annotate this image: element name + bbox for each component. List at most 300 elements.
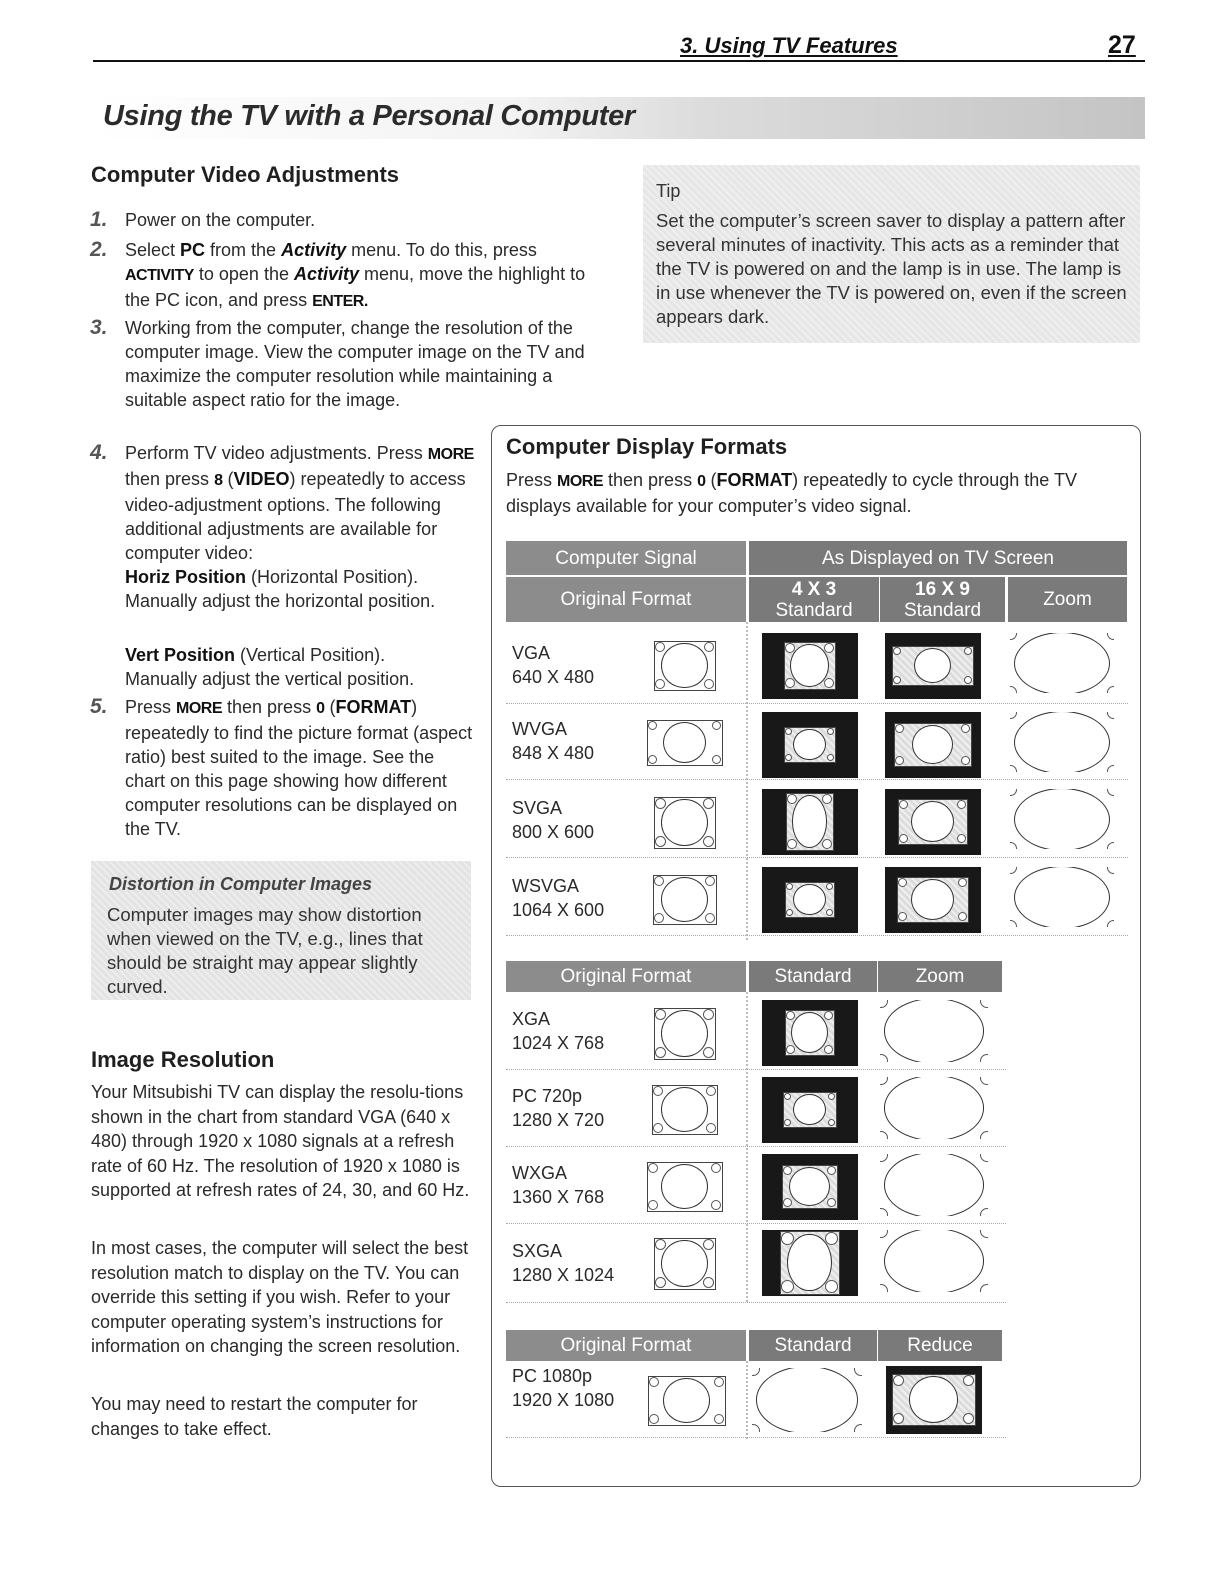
zero-key: 0 (697, 473, 706, 490)
horiz-position-paren: (Horizontal Position). (246, 567, 419, 587)
center-oval (661, 799, 707, 846)
column-divider (746, 1361, 748, 1439)
more-key: MORE (557, 473, 604, 490)
corner-circle (822, 839, 832, 849)
format-row-label (512, 796, 594, 844)
source-format-icon (647, 1162, 723, 1212)
corner-circle (703, 1239, 714, 1250)
col-4x3-ratio: 4 X 3 (791, 578, 837, 600)
corner-circle (980, 1054, 988, 1062)
center-oval (661, 877, 708, 922)
column-divider (746, 622, 748, 940)
activity-label: Activity (293, 264, 360, 284)
corner-circle (714, 1414, 724, 1424)
corner-circle (784, 1093, 791, 1100)
row-divider (506, 1069, 1006, 1070)
source-format-icon (653, 875, 717, 925)
center-oval (793, 884, 826, 915)
corner-circle (786, 909, 793, 916)
format-resolution: 1280 X 720 (512, 1110, 605, 1130)
corner-circle (822, 794, 832, 804)
zoom-display-icon (1010, 789, 1114, 849)
banner-title: Using the TV with a Personal Computer (103, 100, 635, 132)
source-format-icon (654, 1238, 716, 1290)
corner-circle (963, 1413, 974, 1424)
enter-key: ENTER. (312, 293, 368, 310)
horiz-position-label: Horiz Position (125, 567, 246, 587)
corner-circle (958, 912, 967, 921)
format-resolution: 1064 X 600 (512, 900, 605, 920)
corner-circle (828, 1093, 835, 1100)
corner-circle (825, 1280, 838, 1293)
corner-circle (706, 1086, 716, 1096)
center-oval (661, 1164, 708, 1209)
corner-circle (1107, 765, 1114, 772)
corner-circle (704, 679, 714, 689)
tv-display-icon (762, 1230, 858, 1296)
corner-circle (828, 1119, 835, 1126)
col-4x3-header (749, 577, 879, 622)
intro-text: ) repeatedly to cycle through the TV displays available for your computer’s video signal. (506, 470, 1077, 516)
tv-display-icon (885, 712, 981, 778)
step-5 (90, 695, 473, 841)
corner-circle (783, 1198, 792, 1207)
center-oval (1014, 712, 1110, 772)
corner-circle (1010, 633, 1017, 640)
center-oval (661, 1240, 707, 1287)
tv-display-icon (885, 867, 981, 933)
center-oval (884, 1230, 983, 1292)
format-resolution: 1024 X 768 (512, 1033, 605, 1053)
corner-circle (655, 679, 665, 689)
more-key: MORE (176, 700, 223, 717)
zoom-display-icon (880, 1230, 988, 1292)
corner-circle (1107, 789, 1114, 796)
picture-area (780, 1231, 840, 1295)
corner-circle (786, 1011, 795, 1020)
vert-position-label: Vert Position (125, 645, 236, 665)
more-key: MORE (427, 446, 474, 463)
zoom-display-icon (880, 1154, 988, 1216)
source-format-icon (654, 1008, 716, 1060)
row-divider (506, 779, 1128, 780)
corner-circle (893, 647, 901, 655)
corner-circle (824, 643, 834, 653)
step-text: Perform TV video adjustments. Press (125, 443, 428, 463)
corner-circle (827, 1198, 836, 1207)
corner-circle (787, 794, 797, 804)
zoom-display-icon (752, 1368, 862, 1432)
formats-heading: Computer Display Formats (506, 434, 788, 459)
corner-circle (880, 1154, 888, 1162)
corner-circle (655, 1047, 666, 1058)
standard-header: Standard (749, 961, 877, 992)
step-text: ) repeatedly to find the picture format (aspect ratio) best suited to the image. See the chart on this page showing how different computer resolutions can be displayed on the TV. (125, 697, 473, 839)
corner-circle (980, 1154, 988, 1162)
tip-text: Set the computer’s screen saver to display a pattern after several minutes of inactivity. This acts as a reminder that the TV is powered on and the lamp is in use. The lamp is in use whenever the TV is powered on, even if the screen appears dark. (656, 210, 1127, 327)
intro-text: Press (506, 470, 558, 490)
corner-circle (880, 1000, 888, 1008)
corner-circle (1107, 867, 1114, 874)
corner-circle (705, 876, 715, 886)
corner-circle (1010, 686, 1017, 693)
zoom-display-icon (1010, 712, 1114, 772)
intro-text: ( (705, 470, 717, 490)
corner-circle (980, 1284, 988, 1292)
step-number: 2. (90, 238, 108, 261)
step-1 (90, 208, 595, 232)
corner-circle (980, 1208, 988, 1216)
corner-circle (712, 755, 721, 764)
original-format-header: Original Format (506, 1330, 746, 1361)
tv-display-icon (762, 633, 858, 699)
center-oval (1014, 867, 1110, 927)
format-row-label (512, 1007, 604, 1055)
row-divider (506, 703, 1128, 704)
source-format-icon (647, 720, 723, 766)
format-row-label (512, 641, 594, 689)
corner-circle (712, 721, 721, 730)
as-displayed-header: As Displayed on TV Screen (749, 541, 1127, 575)
zoom-display-icon (1010, 867, 1114, 927)
corner-circle (648, 721, 657, 730)
center-oval (884, 1000, 983, 1062)
corner-circle (893, 1413, 904, 1424)
row-divider (506, 1437, 1006, 1438)
step-number: 4. (90, 441, 108, 464)
step-text: ( (222, 469, 234, 489)
format-label: FORMAT (335, 697, 412, 717)
center-oval (787, 1234, 831, 1292)
tv-display-icon (762, 1154, 858, 1220)
step-text: menu. To do this, press (346, 240, 537, 260)
format-resolution: 1920 X 1080 (512, 1390, 615, 1410)
corner-circle (784, 1119, 791, 1126)
picture-area (784, 727, 836, 763)
center-oval (661, 1087, 708, 1132)
picture-area (785, 1010, 835, 1056)
source-format-icon (654, 797, 716, 849)
original-format-header: Original Format (506, 577, 746, 622)
corner-circle (783, 1166, 792, 1175)
resolution-para-1: Your Mitsubishi TV can display the resolu-tions shown in the chart from standard VGA (640 x 480) through 1920 x 1080 signals at a refresh rate of 60 Hz. The resolution of 1920 x 1080 is supported at refresh rates of 24, 30, and 60 Hz. (91, 1082, 470, 1200)
corner-circle (957, 834, 966, 843)
corner-circle (1107, 920, 1114, 927)
row-divider (506, 857, 1128, 858)
format-resolution: 1280 X 1024 (512, 1265, 615, 1285)
corner-circle (854, 1424, 862, 1432)
picture-area (898, 799, 968, 845)
picture-area (894, 723, 972, 767)
format-name: VGA (512, 643, 551, 663)
computer-signal-header: Computer Signal (506, 541, 746, 575)
center-oval (912, 725, 953, 764)
corner-circle (961, 724, 970, 733)
picture-area (784, 642, 836, 690)
corner-circle (703, 1277, 714, 1288)
corner-circle (980, 1131, 988, 1139)
center-oval (884, 1077, 983, 1139)
row-divider (506, 935, 1128, 936)
corner-circle (655, 836, 666, 847)
format-label: FORMAT (716, 470, 793, 490)
picture-area (897, 877, 969, 923)
step-text: then press (222, 697, 317, 717)
corner-circle (703, 1009, 714, 1020)
corner-circle (648, 755, 657, 764)
center-oval (911, 879, 954, 920)
corner-circle (893, 676, 901, 684)
center-oval (663, 1378, 710, 1423)
vert-position-text: Manually adjust the vertical position. (125, 669, 415, 689)
corner-circle (1010, 867, 1017, 874)
step-text: Power on the computer. (125, 210, 316, 230)
center-oval (789, 1167, 830, 1206)
tv-display-icon (762, 867, 858, 933)
center-oval (884, 1154, 983, 1216)
column-divider (746, 992, 748, 1302)
corner-circle (963, 1375, 974, 1386)
corner-circle (655, 642, 665, 652)
step-4 (90, 441, 475, 565)
row-divider (506, 1302, 1006, 1303)
center-oval (661, 643, 707, 688)
corner-circle (898, 912, 907, 921)
video-label: VIDEO (233, 469, 290, 489)
corner-circle (703, 836, 714, 847)
format-resolution: 1360 X 768 (512, 1187, 605, 1207)
corner-circle (827, 754, 834, 761)
vert-position-paren: (Vertical Position). (235, 645, 386, 665)
horiz-position-item (125, 565, 470, 613)
eight-key: 8 (214, 472, 223, 489)
corner-circle (711, 1163, 721, 1173)
corner-circle (655, 1277, 666, 1288)
corner-circle (1107, 712, 1114, 719)
corner-circle (703, 798, 714, 809)
corner-circle (703, 1047, 714, 1058)
corner-circle (785, 678, 795, 688)
center-oval (790, 644, 828, 687)
corner-circle (827, 728, 834, 735)
corner-circle (958, 878, 967, 887)
tip-title: Tip (656, 181, 681, 201)
picture-area (892, 1374, 976, 1426)
activity-key: ACTIVITY (125, 267, 194, 284)
corner-circle (705, 913, 715, 923)
corner-circle (824, 678, 834, 688)
zoom-display-icon (880, 1077, 988, 1139)
corner-circle (895, 756, 904, 765)
step-text: menu, move the highlight to the PC icon, and press (125, 264, 586, 310)
original-format-header: Original Format (506, 961, 746, 992)
format-resolution: 640 X 480 (512, 667, 595, 687)
tv-display-icon (762, 1077, 858, 1143)
center-oval (792, 795, 827, 847)
source-format-icon (648, 1376, 726, 1426)
tv-display-icon (762, 712, 858, 778)
corner-circle (654, 876, 664, 886)
corner-circle (1107, 686, 1114, 693)
distortion-text: Computer images may show distortion when viewed on the TV, e.g., lines that should be straight may appear slightly curved. (107, 904, 423, 997)
center-oval (663, 722, 706, 763)
format-row-label (512, 874, 604, 922)
picture-area (783, 1092, 837, 1128)
picture-area (892, 646, 974, 686)
step-text: from the (205, 240, 282, 260)
resolution-heading: Image Resolution (91, 1047, 275, 1072)
source-format-icon (654, 641, 716, 691)
step-2 (90, 238, 595, 314)
corner-circle (785, 754, 792, 761)
row-divider (506, 1146, 1006, 1147)
corner-circle (1010, 712, 1017, 719)
corner-circle (752, 1424, 760, 1432)
corner-circle (706, 1123, 716, 1133)
corner-circle (649, 1414, 659, 1424)
format-name: SVGA (512, 798, 563, 818)
corner-circle (899, 800, 908, 809)
resolution-para-2: In most cases, the computer will select the best resolution match to display on the TV. You can override this setting if you wish. Refer to your computer operating system’s instructions for information on changing the screen resolution. (91, 1238, 469, 1356)
corner-circle (854, 1368, 862, 1376)
picture-area (782, 1165, 838, 1209)
format-row-label (512, 1239, 614, 1287)
tv-display-icon (762, 1000, 858, 1066)
resolution-para-3: You may need to restart the computer for changes to take effect. (91, 1394, 418, 1439)
corner-circle (824, 1045, 833, 1054)
col-4x3-standard: Standard (775, 599, 853, 621)
pc-label: PC (180, 240, 206, 260)
picture-area (785, 882, 835, 918)
corner-circle (980, 1000, 988, 1008)
step-text: Press (125, 697, 177, 717)
format-resolution: 848 X 480 (512, 743, 595, 763)
corner-circle (895, 724, 904, 733)
format-name: PC 1080p (512, 1366, 593, 1386)
step-number: 5. (90, 695, 108, 718)
format-name: PC 720p (512, 1086, 583, 1106)
corner-circle (1010, 920, 1017, 927)
corner-circle (827, 1166, 836, 1175)
distortion-title: Distortion in Computer Images (109, 874, 373, 894)
format-name: XGA (512, 1009, 551, 1029)
corner-circle (653, 1086, 663, 1096)
corner-circle (961, 756, 970, 765)
corner-circle (880, 1230, 888, 1238)
corner-circle (787, 839, 797, 849)
corner-circle (825, 1232, 838, 1245)
section-title: 3. Using TV Features (680, 33, 898, 58)
format-resolution: 800 X 600 (512, 822, 595, 842)
zero-key: 0 (316, 700, 325, 717)
col-16x9-standard: Standard (903, 599, 982, 621)
corner-circle (899, 834, 908, 843)
center-oval (1014, 789, 1110, 849)
format-row-label (512, 1084, 604, 1132)
step-3 (90, 316, 585, 412)
corner-circle (786, 1045, 795, 1054)
corner-circle (655, 1239, 666, 1250)
horiz-position-text: Manually adjust the horizontal position. (125, 591, 436, 611)
reduce-header: Reduce (878, 1330, 1002, 1361)
page-number: 27 (1108, 31, 1136, 59)
col-16x9-ratio: 16 X 9 (915, 578, 970, 600)
corner-circle (826, 909, 833, 916)
step-text: Select (125, 240, 181, 260)
corner-circle (880, 1284, 888, 1292)
format-name: WXGA (512, 1163, 568, 1183)
corner-circle (786, 883, 793, 890)
vert-position-item (125, 643, 470, 691)
tv-display-icon (886, 1366, 982, 1434)
corner-circle (1010, 842, 1017, 849)
tv-display-icon (885, 633, 981, 699)
step-number: 1. (90, 208, 108, 231)
step-number: 3. (90, 316, 108, 339)
center-oval (793, 1094, 826, 1125)
corner-circle (711, 1200, 721, 1210)
corner-circle (893, 1375, 904, 1386)
corner-circle (649, 1377, 659, 1387)
format-row-label (512, 717, 594, 765)
center-oval (1014, 633, 1110, 693)
step-text: ) repeatedly to access video-adjustment options. The following additional adjustments are available for computer video: (125, 469, 466, 563)
corner-circle (1107, 633, 1114, 640)
center-oval (909, 1376, 958, 1423)
corner-circle (898, 878, 907, 887)
step-text: ( (324, 697, 336, 717)
center-oval (911, 801, 954, 842)
col-zoom-header: Zoom (1008, 577, 1127, 622)
corner-circle (826, 883, 833, 890)
corner-circle (1107, 842, 1114, 849)
corner-circle (704, 642, 714, 652)
zoom-display-icon (1010, 633, 1114, 693)
format-name: WSVGA (512, 876, 580, 896)
corner-circle (648, 1200, 658, 1210)
corner-circle (880, 1077, 888, 1085)
corner-circle (964, 647, 972, 655)
center-oval (914, 648, 951, 683)
corner-circle (785, 728, 792, 735)
corner-circle (1010, 765, 1017, 772)
step-text: then press (125, 469, 215, 489)
corner-circle (1010, 789, 1017, 796)
tv-display-icon (762, 789, 858, 855)
step-text: Working from the computer, change the resolution of the computer image. View the computer image on the TV and maximize the computer resolution while maintaining a suitable aspect ratio for the image. (125, 318, 585, 410)
step-text: to open the (193, 264, 294, 284)
corner-circle (654, 913, 664, 923)
corner-circle (980, 1077, 988, 1085)
corner-circle (880, 1131, 888, 1139)
corner-circle (824, 1011, 833, 1020)
center-oval (661, 1010, 707, 1057)
format-row-label (512, 1364, 614, 1412)
col-16x9-header (880, 577, 1005, 622)
corner-circle (880, 1208, 888, 1216)
format-name: WVGA (512, 719, 568, 739)
corner-circle (648, 1163, 658, 1173)
center-oval (791, 1012, 828, 1053)
corner-circle (714, 1377, 724, 1387)
format-name: SXGA (512, 1241, 563, 1261)
standard-header: Standard (749, 1330, 877, 1361)
corner-circle (752, 1368, 760, 1376)
corner-circle (653, 1123, 663, 1133)
corner-circle (980, 1230, 988, 1238)
center-oval (793, 729, 826, 760)
zoom-display-icon (880, 1000, 988, 1062)
